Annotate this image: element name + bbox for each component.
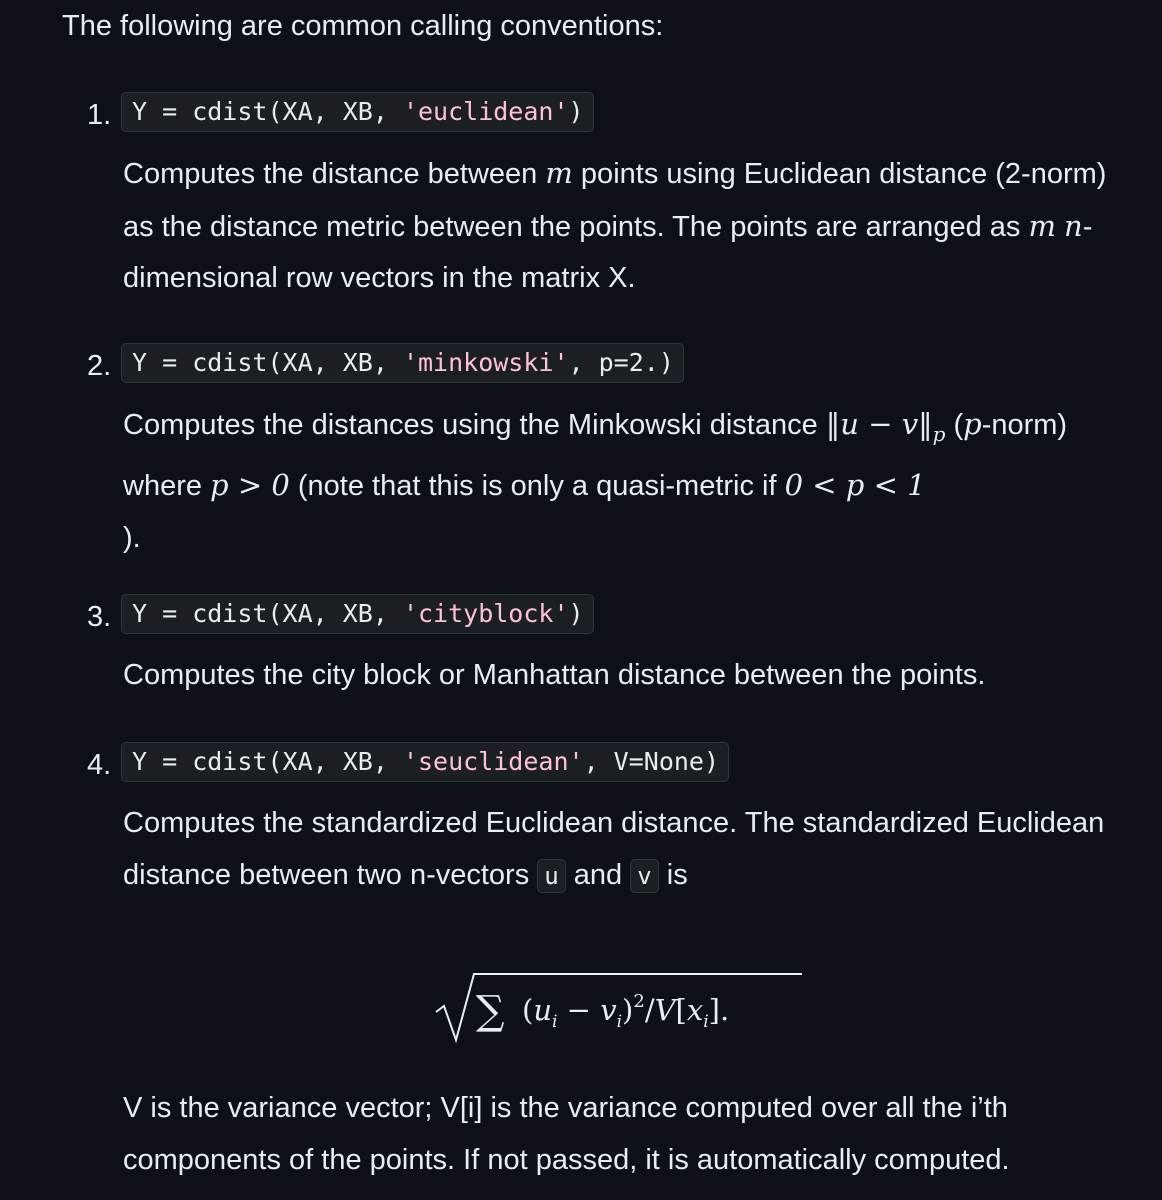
code-snippet-cityblock: Y = cdist(XA, XB, 'cityblock') (121, 594, 594, 634)
math-condition: 0 < p < 1 (784, 468, 926, 503)
code-snippet-euclidean: Y = cdist(XA, XB, 'euclidean') (121, 92, 594, 132)
math-norm: ‖u − v‖ (825, 407, 933, 441)
math-condition: p > 0 (210, 468, 290, 503)
code-snippet-minkowski: Y = cdist(XA, XB, 'minkowski', p=2.) (121, 343, 684, 383)
svg-text:(ui − vi)2/V[xi].: $(u_i - v_i)^2/V[x_i]$. (522, 991, 730, 1032)
item-number: 4. (87, 749, 112, 781)
item-description: Computes the distance between m points using Euclidean distance (2-norm) as the distance metric between the points. The points are arranged as m n-dimensional row vectors in the matrix X. (123, 156, 1107, 294)
item-number: 1. (87, 99, 112, 131)
formula-graphic (430, 962, 830, 1052)
intro-text: The following are common calling conventions: (62, 10, 664, 42)
item-description: Computes the distances using the Minkowski distance ‖u − $v‖_p$ (p-norm) where p > 0 (note that this is only a quasi-metric if 0 < p < 1 ). (123, 407, 1068, 554)
item-description: Computes the city block or Manhattan distance between the points. (123, 659, 986, 691)
item-number: 2. (87, 350, 112, 382)
code-snippet-seuclidean: Y = cdist(XA, XB, 'seuclidean', V=None) (121, 742, 729, 782)
inline-code-u: u (537, 859, 565, 893)
item-number: 3. (87, 601, 112, 633)
seuclidean-formula (430, 962, 830, 1052)
inline-code-v: v (630, 859, 658, 893)
item-description: Computes the standardized Euclidean distance. The standardized Euclidean distance between two n-vectors u and v is (123, 798, 1143, 901)
variance-note: V is the variance vector; V[i] is the variance computed over all the i’th components of the points. If not passed, it is automatically computed. (123, 1092, 1010, 1176)
svg-text:∑: ∑ (476, 988, 505, 1034)
